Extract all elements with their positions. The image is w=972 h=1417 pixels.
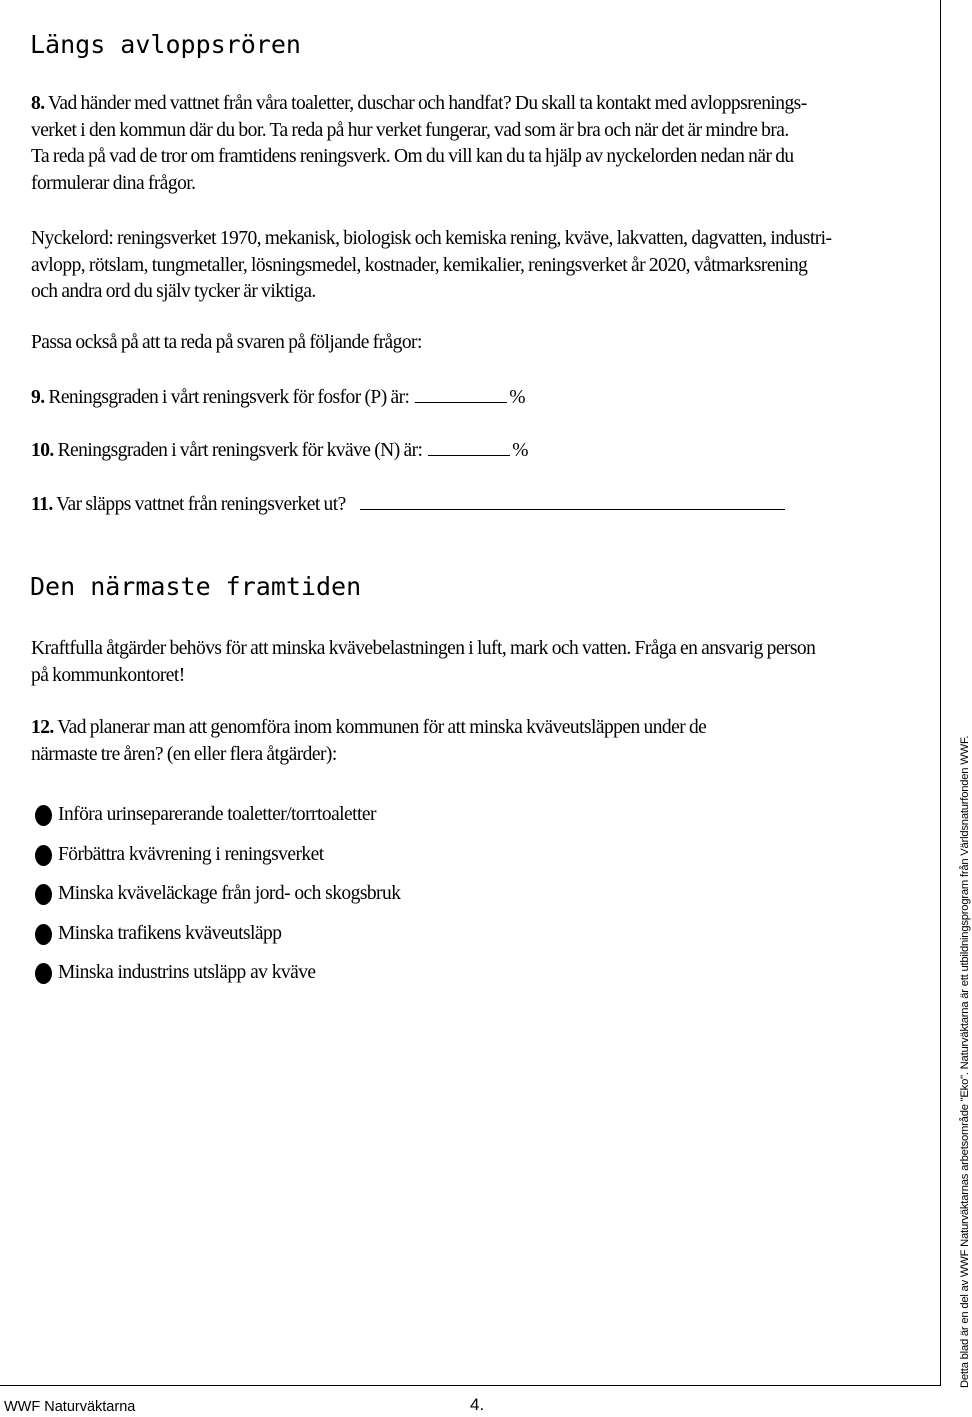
option-item[interactable] [35,960,316,986]
bottom-border-line [0,1385,941,1386]
question-10 [31,437,528,465]
question-10-number: 10. [31,440,54,461]
intro-line-2: på kommunkontoret! [31,664,185,686]
question-12-line-1: Vad planerar man att genomföra inom kommunen för att minska kväveutsläppen under de [57,717,707,738]
page-number: 4. [470,1395,485,1414]
question-8-line-3: Ta reda på vad de tror om framtidens reningsverk. Om du vill kan du ta hjälp av nyckelorden nedan när du [31,146,794,167]
question-12-line-2: närmaste tre åren? (en eller flera åtgärder): [31,743,337,765]
question-8-line-4: formulerar dina frågor. [31,172,196,194]
question-8-number: 8. [31,93,45,114]
section-heading-avloppsroren: Längs avloppsrören [30,30,301,59]
checkbox-bullet-icon[interactable] [35,963,52,984]
keywords-paragraph [31,226,831,306]
question-9-answer-blank[interactable] [415,384,507,403]
question-8 [31,91,807,197]
option-item[interactable] [35,802,376,828]
keywords-line-1: Nyckelord: reningsverket 1970, mekanisk, biologisk och kemiska rening, kväve, lakvatten, dagvatten, industri- [31,228,832,249]
question-9-unit: % [509,387,525,408]
option-item[interactable] [35,881,400,907]
question-12-number: 12. [31,717,54,738]
question-11 [31,491,787,519]
question-12 [31,715,706,768]
question-10-answer-blank[interactable] [428,437,510,456]
intro-line-1: Kraftfulla åtgärder behövs för att minska kvävebelastningen i luft, mark och vatten. Fråga en ansvarig person [31,638,816,659]
question-9-text: Reningsgraden i vårt reningsverk för fosfor (P) är: [48,387,410,408]
right-border-line [940,0,941,1385]
instruction-text: Passa också på att ta reda på svaren på följande frågor: [31,332,422,353]
question-9-number: 9. [31,387,45,408]
option-label: Förbättra kvävrening i reningsverket [58,844,324,865]
option-label: Minska trafikens kväveutsläpp [58,923,282,944]
section-heading-narmaste-framtiden: Den närmaste framtiden [30,572,362,601]
footer-organization: WWF Naturväktarna [4,1399,136,1415]
keywords-line-2: avlopp, rötslam, tungmetaller, lösningsmedel, kostnader, kemikalier, reningsverket år 2020, våtmarksrening [31,254,808,276]
option-item[interactable] [35,842,324,868]
question-9 [31,384,525,412]
option-label: Införa urinseparerande toaletter/torrtoaletter [58,804,376,825]
checkbox-bullet-icon[interactable] [35,845,52,866]
keywords-line-3: och andra ord du själv tycker är viktiga. [31,281,316,302]
option-item[interactable] [35,921,281,947]
option-label: Minska industrins utsläpp av kväve [58,962,316,983]
question-10-unit: % [512,440,528,461]
checkbox-bullet-icon[interactable] [35,884,52,905]
question-11-text: Var släpps vattnet från reningsverket ut? [56,494,346,515]
question-11-answer-blank[interactable] [360,491,785,510]
intro-paragraph [31,636,815,689]
option-label: Minska kväveläckage från jord- och skogsbruk [58,883,401,904]
checkbox-bullet-icon[interactable] [35,805,52,826]
checkbox-bullet-icon[interactable] [35,924,52,945]
sidebar-credit-text: Detta blad är en del av WWF Naturväktarnas arbetsområde "Eko". Naturväktarna är ett utbildningsprogram från Världsnaturfonden WWF. [959,735,971,1388]
question-10-text: Reningsgraden i vårt reningsverk för kväve (N) är: [57,440,423,461]
question-11-number: 11. [31,494,53,515]
question-8-line-2: verket i den kommun där du bor. Ta reda på hur verket fungerar, vad som är bra och när det är mindre bra. [31,119,789,141]
question-8-line-1: Vad händer med vattnet från våra toaletter, duschar och handfat? Du skall ta kontakt med avloppsrenings- [48,93,807,114]
